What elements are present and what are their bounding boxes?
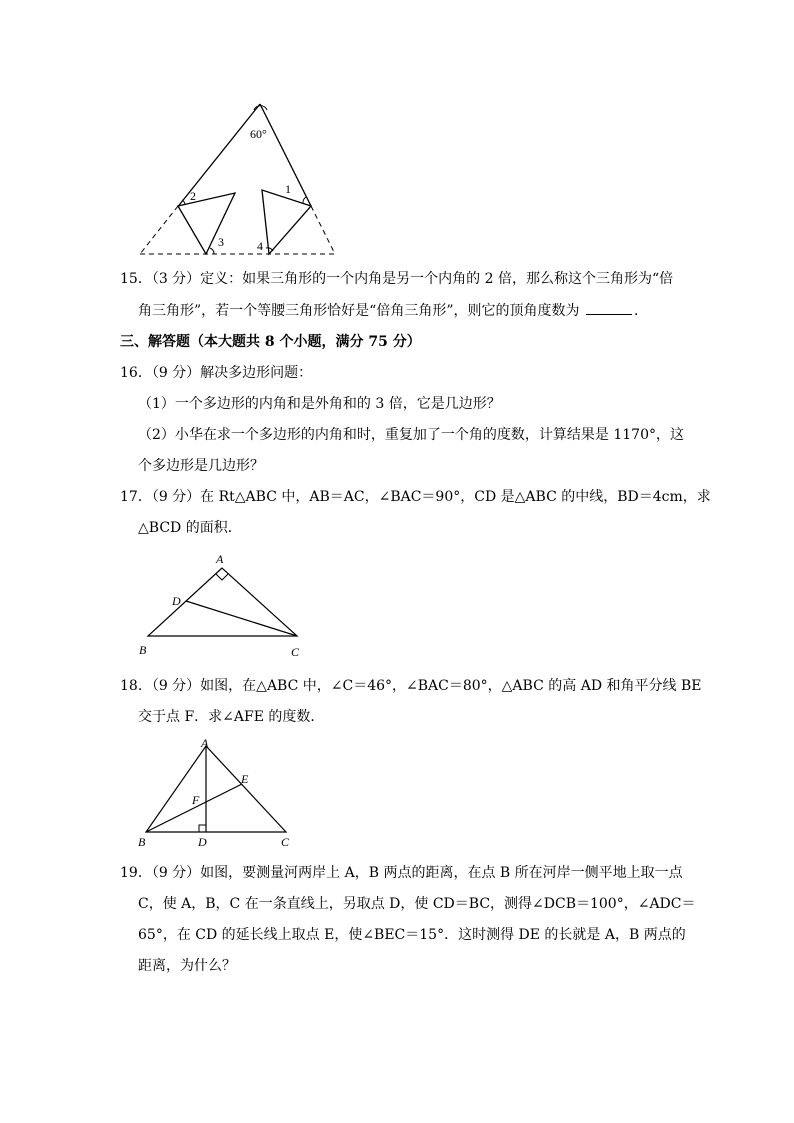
q17-label-d: D: [172, 594, 181, 608]
section3-heading: 三、解答题（本大题共 8 个小题，满分 75 分）: [120, 334, 421, 350]
q17-triangle-figure: [136, 548, 316, 660]
q17-line2: △BCD 的面积．: [138, 520, 242, 536]
dashed-left-line: [140, 206, 178, 254]
angle3-arc: [210, 248, 214, 254]
q16-line3: （2）小华在求一个多边形的内角和时，重复加了一个角的度数，计算结果是 1170°，这: [138, 427, 684, 443]
q16-line1: 16．（9 分）解决多边形问题：: [120, 365, 313, 381]
q18-label-f: F: [192, 793, 200, 807]
apex-angle-label: 60°: [250, 127, 267, 141]
q18-triangle-figure: [136, 736, 306, 850]
q16-line2: （1）一个多边形的内角和是外角和的 3 倍，它是几边形？: [138, 396, 501, 412]
q17-median-cd: [186, 601, 297, 636]
q19-line1: 19．（9 分）如图，要测量河两岸上 A，B 两点的距离，在点 B 所在河岸一侧平地上取一点: [120, 865, 683, 881]
q16-line4: 个多边形是几边形？: [138, 458, 264, 474]
q17-triangle-abc: [148, 568, 297, 636]
q18-label-d: D: [198, 835, 207, 849]
q15-line2-end: ．: [633, 303, 648, 319]
q19-line3: 65°，在 CD 的延长线上取点 E，使∠BEC＝15°．这时测得 DE 的长就是 A，B 两点的: [138, 927, 686, 943]
q18-triangle-abc: [146, 746, 286, 832]
q18-bisector-be: [146, 784, 242, 832]
q18-right-angle-mark: [199, 825, 206, 832]
q15-line2-text: 角三角形”，若一个等腰三角形恰好是“倍角三角形”，则它的顶角度数为: [138, 303, 580, 319]
q17-line1: 17．（9 分）在 Rt△ABC 中，AB＝AC，∠BAC＝90°，CD 是△ABC 的中线，BD＝4cm，求: [120, 489, 711, 505]
q18-label-e: E: [241, 772, 249, 786]
q15-line1: 15．（3 分）定义：如果三角形的一个内角是另一个内角的 2 倍，那么称这个三角形为“倍: [120, 271, 674, 287]
q17-right-angle-mark: [216, 574, 228, 580]
q17-label-a: A: [216, 552, 224, 566]
q18-label-b: B: [138, 835, 146, 849]
angle1-label: 1: [285, 182, 291, 196]
angle1-arc: [303, 197, 306, 203]
angle2-label: 2: [190, 189, 196, 203]
q19-line2: C，使 A，B，C 在一条直线上，另取点 D，使 CD＝BC，测得∠DCB＝100°，∠ADC＝: [138, 896, 696, 912]
q14-triangle-figure: [130, 96, 350, 260]
q15-answer-blank: [586, 302, 632, 315]
q18-line1: 18．（9 分）如图，在△ABC 中，∠C＝46°，∠BAC＝80°，△ABC 的高 AD 和角平分线 BE: [120, 678, 702, 694]
q17-label-c: C: [291, 645, 300, 659]
small-triangle-left: [178, 193, 235, 254]
angle4-label: 4: [257, 239, 263, 253]
q18-label-a: A: [201, 736, 209, 750]
q17-label-b: B: [139, 643, 147, 657]
q18-line2: 交于点 F．求∠AFE 的度数．: [138, 709, 325, 725]
q15-line2: [138, 302, 648, 320]
q18-label-c: C: [281, 835, 290, 849]
q19-line4: 距离，为什么？: [138, 958, 236, 974]
angle3-label: 3: [218, 235, 224, 249]
